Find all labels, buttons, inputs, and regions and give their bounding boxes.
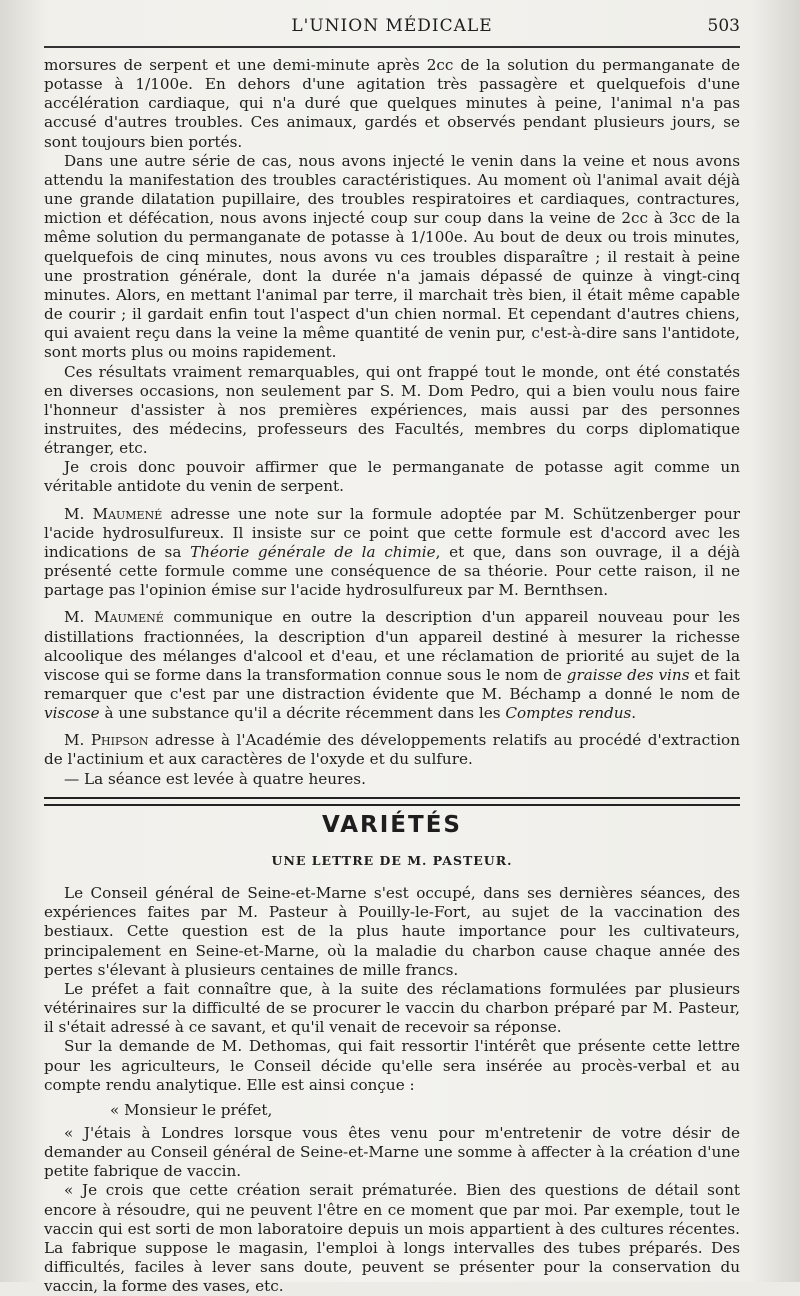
letter-salutation: « Monsieur le préfet,	[110, 1100, 273, 1119]
page-number: 503	[707, 16, 740, 36]
author-name: M. Maumené	[64, 504, 163, 523]
article-title: UNE LETTRE DE M. PASTEUR.	[271, 852, 513, 868]
article-paragraph: Le préfet a fait connaître que, à la suite des réclamations formulées par plusieurs vétérinaires sur la difficulté de se procurer le vaccin du charbon préparé par M. Pasteur, il s'était adressé à ce savant, et qu'il venait de recevoir sa réponse.	[44, 979, 740, 1037]
session-closing: — La séance est levée à quatre heures.	[64, 769, 366, 788]
page-header	[44, 12, 740, 48]
paragraph-continuation: morsures de serpent et une demi-minute après 2cc de la solution du permanganate de potasse à 1/100e. En dehors d'une agitation très passagère et quelquefois d'une accélération cardiaque, qui n'a duré que quelques minutes à peine, l'animal n'a pas accusé d'autres troubles. Ces animaux, gardés et observés pendant plusieurs jours, se sont toujours bien portés.	[44, 56, 740, 151]
author-name: M. Phipson	[64, 731, 149, 750]
paragraph-maumene-apparatus: M. Maumené communique en outre la description d'un appareil nouveau pour les distillations fractionnées, la description d'un appareil destiné à mesurer la richesse alcoolique des mélanges d'alcool et d'eau, et une réclamation de priorité au sujet de la viscose qui se forme dans la transformation connue sous le nom de graisse des vins et fait remarquer que c'est par une distraction évidente que M. Béchamp a donné le nom de viscose à une substance qu'il a décrite récemment dans les Comptes rendus.	[44, 608, 740, 723]
author-name: M. Maumené	[64, 608, 164, 627]
paragraph-second-series: Dans une autre série de cas, nous avons injecté le venin dans la veine et nous avons attendu la manifestation des troubles caractéristiques. Au moment où l'animal avait déjà une grande dilatation pupillaire, des troubles respiratoires et cardiaques, contractures, miction et défécation, nous avons injecté coup sur coup dans la veine de 2cc à 3cc de la même solution du permanganate de potasse à 1/100e. Au bout de deux ou trois minutes, quelquefois de cinq minutes, nous avons vu ces troubles disparaître ; il restait à peine une prostration générale, dont la durée n'a jamais dépassé de quinze à vingt-cinq minutes. Alors, en mettant l'animal par terre, il marchait très bien, il était même capable de courir ; il gardait enfin tout l'aspect d'un chien normal. Et cependant d'autres chiens, qui avaient reçu dans la veine la même quantité de venin pur, c'est-à-dire sans l'antidote, sont morts plus ou moins rapidement.	[44, 151, 740, 362]
book-title: Théorie générale de la chimie	[190, 542, 436, 561]
letter-paragraph: « Je crois que cette création serait prématurée. Bien des questions de détail sont encore à résoudre, qui ne peuvent l'être en ce moment que par moi. Par exemple, tout le vaccin qui est sorti de mon laboratoire depuis un mois appartient à des cultures récentes. La fabrique suppose le magasin, l'emploi à longs intervalles des tubes préparés. Des difficultés, faciles à lever sans doute, peuvent se présenter pour la conservation du vaccin, la forme des vases, etc.	[44, 1181, 740, 1296]
article-paragraph: Le Conseil général de Seine-et-Marne s'est occupé, dans ses dernières séances, des expériences faites par M. Pasteur à Pouilly-le-Fort, au sujet de la vaccination des bestiaux. Cette question est de la plus haute importance pour les cultivateurs, principalement en Seine-et-Marne, où la maladie du charbon cause chaque année des pertes s'élevant à plusieurs centaines de mille francs.	[44, 884, 740, 979]
running-title: L'UNION MÉDICALE	[291, 16, 493, 36]
section-divider	[44, 797, 740, 806]
paragraph-maumene-note: M. Maumené adresse une note sur la formule adoptée par M. Schützenberger pour l'acide hydrosulfureux. Il insiste sur ce point que cette formule est d'accord avec les indications de sa Théorie générale de la chimie, et que, dans son ouvrage, il a déjà présenté cette formule comme une conséquence de sa théorie. Pour cette raison, il ne partage pas l'opinion émise sur l'acide hydrosulfureux par M. Bernthsen.	[44, 504, 741, 600]
pasteur-letter	[44, 1101, 740, 1296]
section-title: VARIÉTÉS	[322, 811, 462, 838]
page-body	[44, 56, 740, 1296]
article-paragraph: Sur la demande de M. Dethomas, qui fait ressortir l'intérêt que présente cette lettre pour les agriculteurs, le Conseil décide qu'elle sera insérée au procès-verbal et au compte rendu analytique. Elle est ainsi conçue :	[44, 1037, 740, 1094]
paragraph-results: Ces résultats vraiment remarquables, qui ont frappé tout le monde, ont été constatés en diverses occasions, non seulement par S. M. Dom Pedro, qui a bien voulu nous faire l'honneur d'assister à nos premières expériences, mais aussi par des personnes instruites, des médecins, professeurs des Facultés, membres du corps diplomatique étranger, etc.	[44, 362, 740, 458]
paragraph-phipson: M. Phipson adresse à l'Académie des développements relatifs au procédé d'extraction de l'actinium et aux caractères de l'oxyde et du sulfure.	[44, 731, 740, 769]
letter-paragraph: « J'étais à Londres lorsque vous êtes venu pour m'entretenir de votre désir de demander au Conseil général de Seine-et-Marne une somme à affecter à la création d'une petite fabrique de vaccin.	[44, 1123, 740, 1181]
paragraph-conclusion: Je crois donc pouvoir affirmer que le permanganate de potasse agit comme un véritable antidote du venin de serpent.	[44, 458, 740, 496]
